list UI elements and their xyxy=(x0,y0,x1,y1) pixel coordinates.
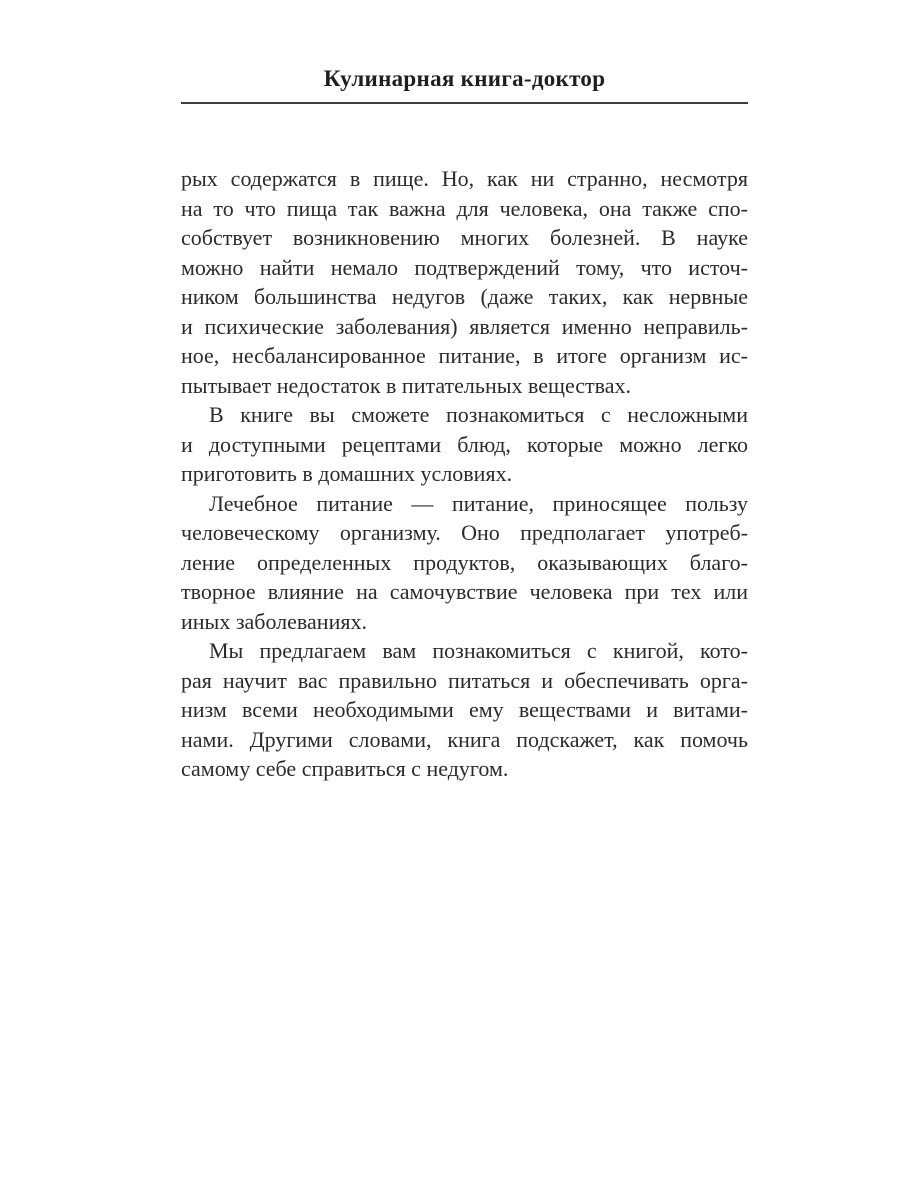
text-line: на то что пища так важна для человека, она также спо- xyxy=(181,195,748,221)
text-line: и психические заболевания) является именно неправиль- xyxy=(181,313,748,339)
page-header xyxy=(181,64,748,104)
text-line: низм всеми необходимыми ему веществами и витами- xyxy=(181,697,748,722)
text-line: собствует возникновению многих болезней. В науке xyxy=(181,225,748,250)
paragraph xyxy=(181,164,748,400)
page-title: Кулинарная книга-доктор xyxy=(323,66,606,91)
paragraph xyxy=(181,636,748,784)
text-line: ление определенных продуктов, оказывающих благо- xyxy=(181,549,748,575)
text-line: можно найти немало подтверждений тому, что источ- xyxy=(181,254,748,280)
paragraph xyxy=(181,400,748,489)
text-line: иных заболеваниях. xyxy=(181,608,367,634)
page-body-text xyxy=(181,164,748,784)
text-line: Мы предлагаем вам познакомиться с книгой, кото- xyxy=(209,638,748,663)
paragraph xyxy=(181,489,748,637)
text-line: приготовить в домашних условиях. xyxy=(181,461,513,486)
text-line: В книге вы сможете познакомиться с несложными xyxy=(209,402,748,427)
text-line: нами. Другими словами, книга подскажет, как помочь xyxy=(181,726,748,752)
text-line: пытывает недостаток в питательных веществах. xyxy=(181,372,632,398)
text-line: творное влияние на самочувствие человека при тех или xyxy=(181,579,748,604)
text-line: самому себе справиться с недугом. xyxy=(181,756,509,781)
text-line: и доступными рецептами блюд, которые можно легко xyxy=(181,431,748,457)
text-line: ное, несбалансированное питание, в итоге организм ис- xyxy=(181,343,748,368)
text-line: ником большинства недугов (даже таких, как нервные xyxy=(181,284,748,309)
text-line: Лечебное питание — питание, приносящее пользу xyxy=(209,490,748,516)
text-line: рых содержатся в пище. Но, как ни странно, несмотря xyxy=(181,166,748,191)
text-line: рая научит вас правильно питаться и обеспечивать орга- xyxy=(181,667,748,693)
header-rule xyxy=(181,102,748,104)
text-line: человеческому организму. Оно предполагает употреб- xyxy=(181,520,748,545)
